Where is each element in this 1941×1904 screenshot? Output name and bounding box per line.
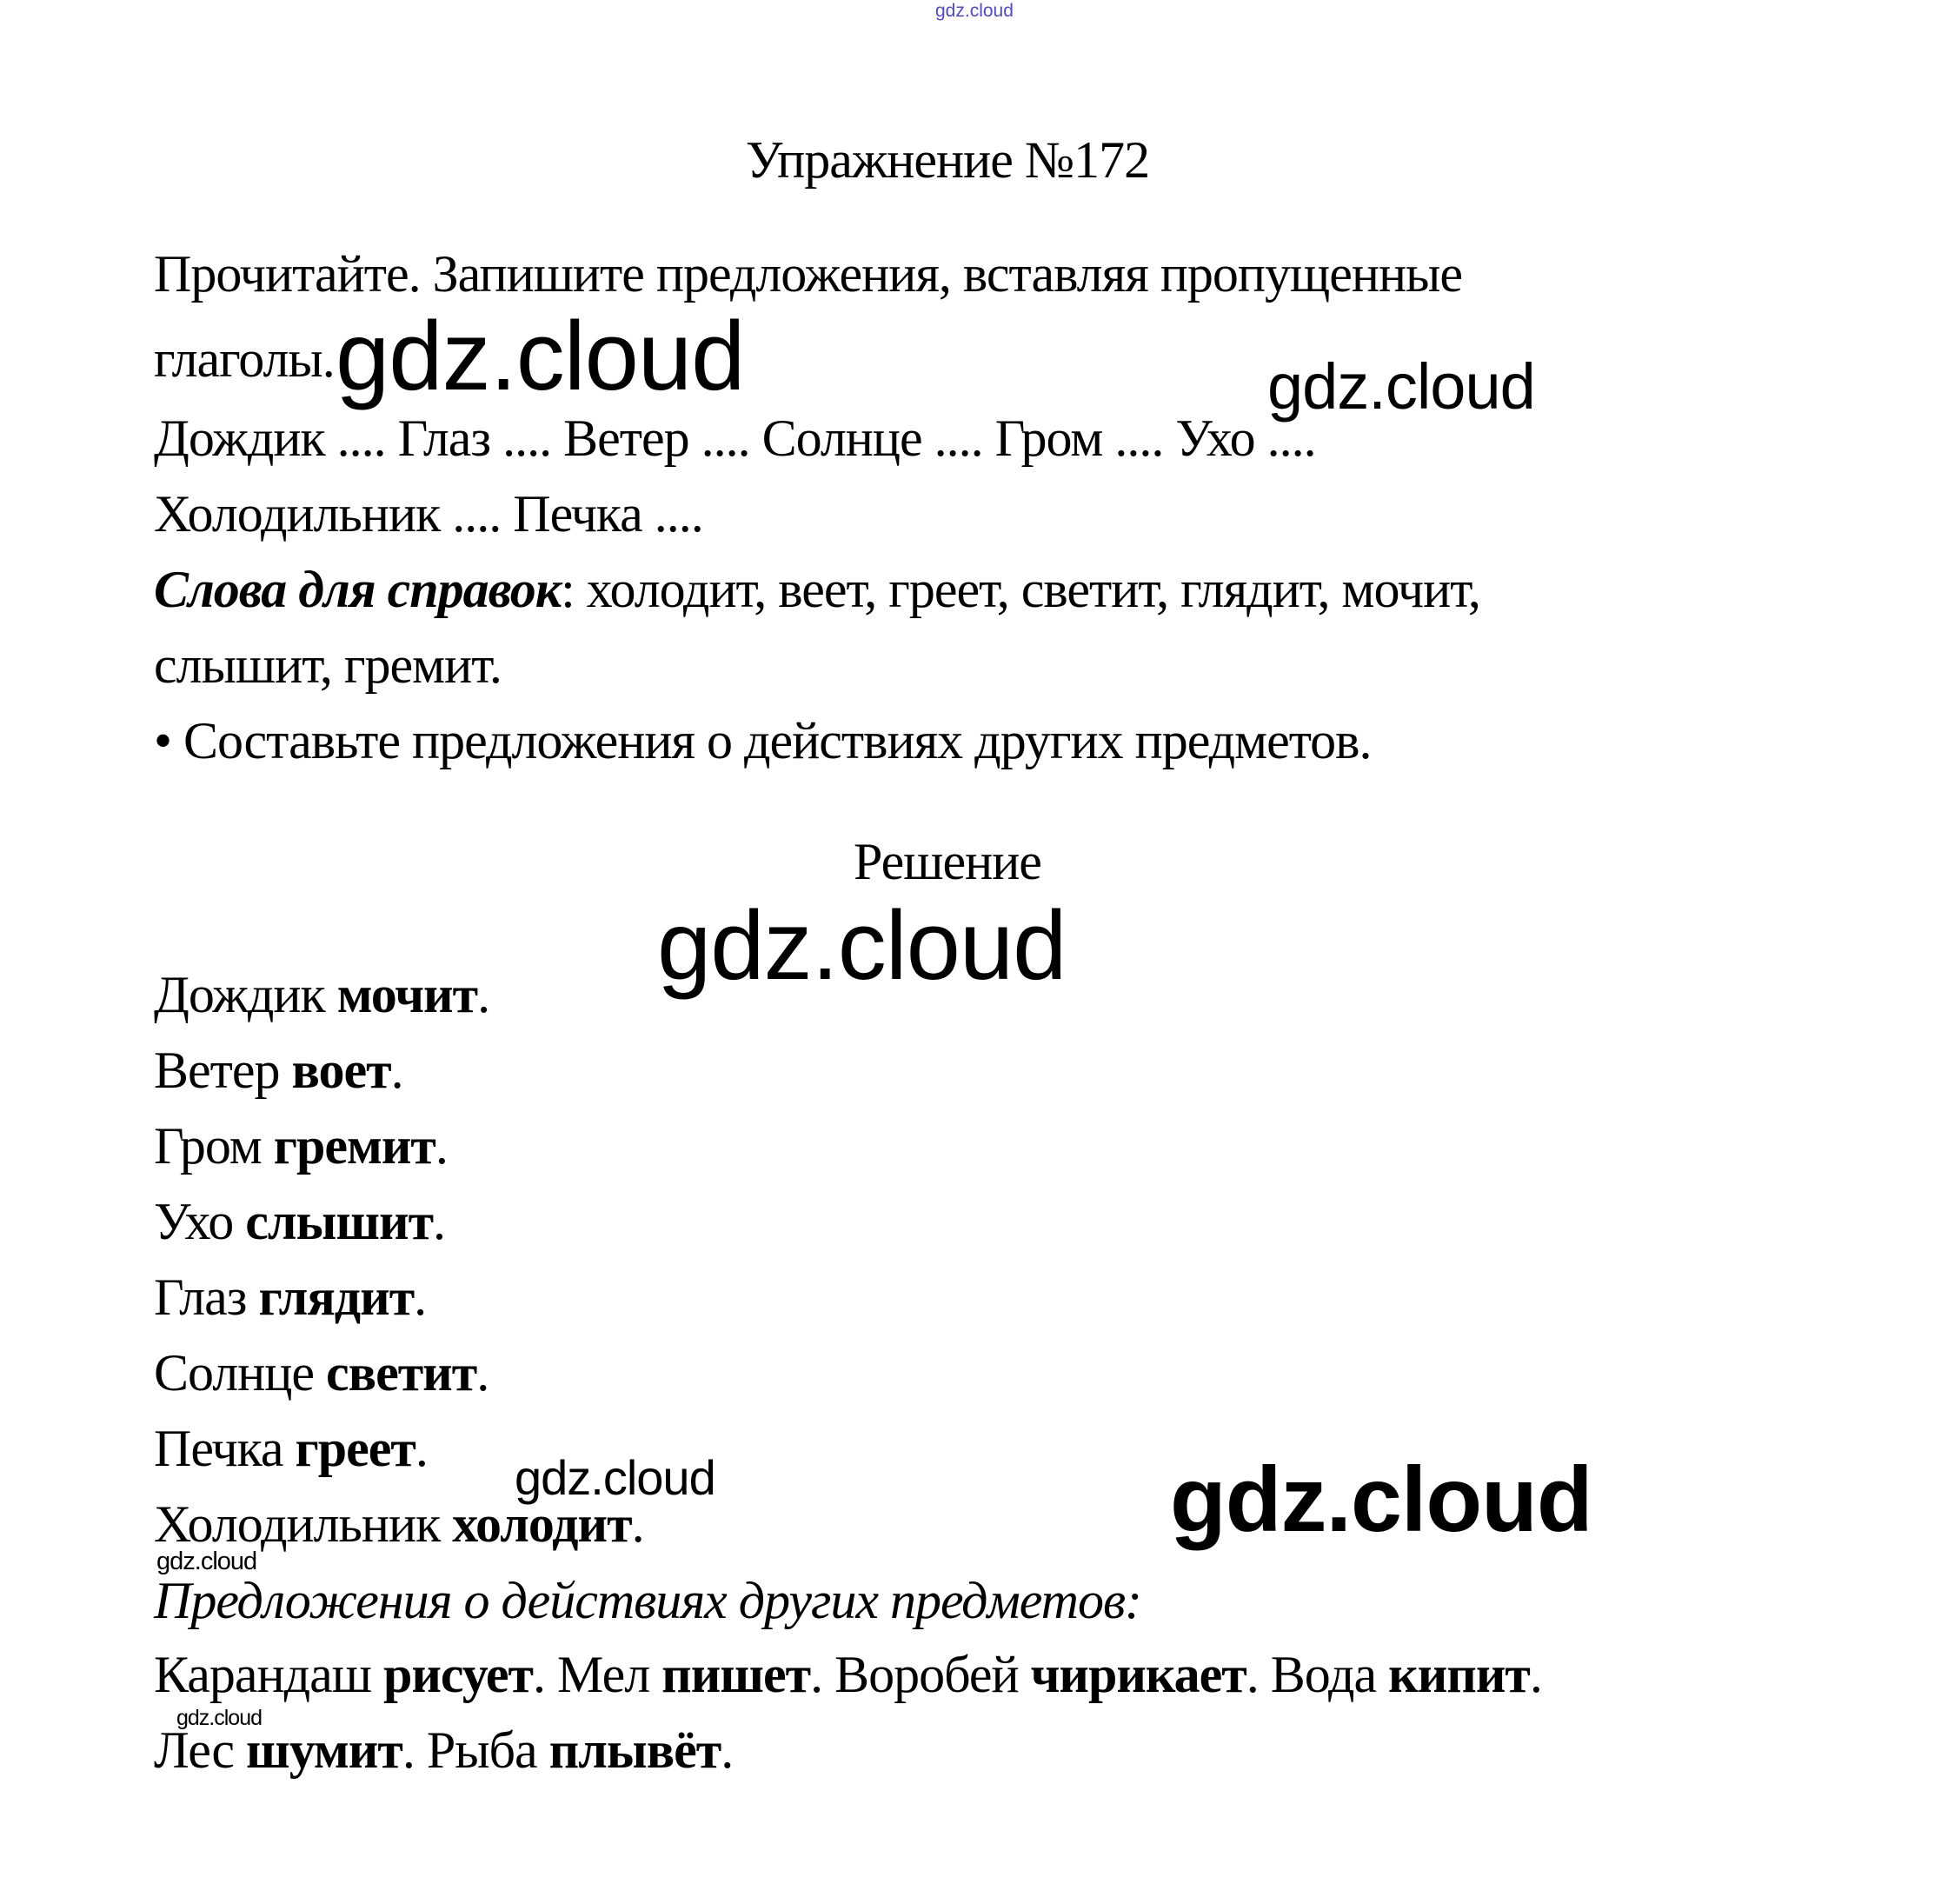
- text-segment: .: [477, 966, 490, 1023]
- solution-line-dozhdik: [154, 963, 489, 1026]
- text-segment: .: [415, 1420, 428, 1477]
- gdz-cloud-watermark-top-right: gdz.cloud: [1267, 350, 1535, 423]
- text-segment: .: [631, 1495, 644, 1553]
- gdz-cloud-watermark-small-lower: gdz.cloud: [176, 1706, 263, 1730]
- text-segment: : холодит, веет, греет, светит, глядит, мочит,: [561, 561, 1480, 618]
- gdz-cloud-watermark-bottom-right: gdz.cloud: [1170, 1448, 1592, 1551]
- gdz-cloud-watermark-inline: gdz.cloud: [336, 302, 745, 410]
- text-segment: глядит: [258, 1268, 415, 1326]
- text-segment: Карандаш: [154, 1646, 383, 1703]
- text-segment: Гром: [154, 1117, 274, 1175]
- text-segment: Ухо: [154, 1193, 246, 1250]
- text-segment: холодит: [452, 1495, 632, 1553]
- bullet-task-line: [154, 709, 1371, 772]
- text-segment: воет: [291, 1042, 391, 1099]
- task-sentences-line-1: [154, 407, 1316, 469]
- text-segment: пишет: [661, 1646, 811, 1703]
- text-segment: .: [1529, 1646, 1542, 1703]
- text-segment: Предложения о действиях других предметов:: [154, 1572, 1141, 1629]
- text-segment: шумит: [246, 1721, 402, 1779]
- text-segment: • Составьте предложения о действиях других предметов.: [154, 712, 1372, 769]
- text-segment: .: [390, 1042, 403, 1099]
- text-segment: Лес: [154, 1721, 247, 1779]
- solution-line-ukho: [154, 1190, 445, 1253]
- solution-line-solntse: [154, 1341, 489, 1404]
- text-segment: .: [433, 1193, 446, 1250]
- gdz-cloud-watermark-top: gdz.cloud: [935, 1, 1014, 21]
- gdz-cloud-watermark-center: gdz.cloud: [657, 891, 1067, 1000]
- text-segment: плывёт: [548, 1721, 721, 1779]
- text-segment: светит: [326, 1344, 477, 1401]
- solution-line-glaz: [154, 1266, 426, 1328]
- text-segment: кипит: [1388, 1646, 1530, 1703]
- text-segment: Глаз: [154, 1268, 259, 1326]
- text-segment: греет: [295, 1420, 415, 1477]
- text-segment: . Мел: [533, 1646, 662, 1703]
- text-segment: мочит: [336, 966, 478, 1023]
- extra-sentences-line-2: [154, 1719, 733, 1781]
- solution-line-grom: [154, 1115, 448, 1177]
- text-segment: глаголы.: [154, 330, 335, 388]
- text-segment: Ветер: [154, 1042, 292, 1099]
- solution-line-pechka: [154, 1417, 428, 1480]
- text-segment: Прочитайте. Запишите предложения, вставляя пропущенные: [154, 245, 1463, 303]
- solution-heading: Решение: [854, 833, 1041, 890]
- task-instruction-line-2: [154, 328, 335, 390]
- text-segment: Холодильник: [154, 1495, 453, 1553]
- text-segment: . Вода: [1246, 1646, 1389, 1703]
- solution-line-kholodilnik: [154, 1493, 644, 1555]
- text-segment: .: [721, 1721, 734, 1779]
- solution-line-veter: [154, 1039, 403, 1102]
- text-segment: гремит: [273, 1117, 435, 1175]
- task-instruction-line-1: [154, 243, 1462, 305]
- text-segment: чирикает: [1030, 1646, 1246, 1703]
- text-segment: . Воробей: [810, 1646, 1031, 1703]
- text-segment: рисует: [382, 1646, 534, 1703]
- exercise-title: Упражнение №172: [745, 131, 1150, 189]
- text-segment: Печка: [154, 1420, 296, 1477]
- text-segment: Слова для справок: [154, 561, 562, 618]
- text-segment: Дождик: [154, 966, 337, 1023]
- text-segment: Дождик .... Глаз .... Ветер .... Солнце .... Гром .... Ухо ....: [154, 409, 1316, 467]
- gdz-cloud-watermark-small-upper: gdz.cloud: [156, 1548, 257, 1575]
- reference-words-line-2: [154, 634, 502, 696]
- extra-sentences-line-1: [154, 1643, 1542, 1706]
- text-segment: Холодильник .... Печка ....: [154, 485, 703, 543]
- text-segment: .: [414, 1268, 427, 1326]
- text-segment: слышит: [245, 1193, 434, 1250]
- text-segment: .: [476, 1344, 489, 1401]
- extra-sentences-caption: [154, 1569, 1141, 1632]
- task-sentences-line-2: [154, 483, 703, 545]
- text-segment: .: [435, 1117, 448, 1175]
- reference-words-line-1: [154, 558, 1480, 621]
- gdz-cloud-watermark-mid-left: gdz.cloud: [515, 1450, 715, 1505]
- text-segment: Солнце: [154, 1344, 327, 1401]
- text-segment: . Рыба: [402, 1721, 549, 1779]
- text-segment: слышит, гремит.: [154, 636, 502, 694]
